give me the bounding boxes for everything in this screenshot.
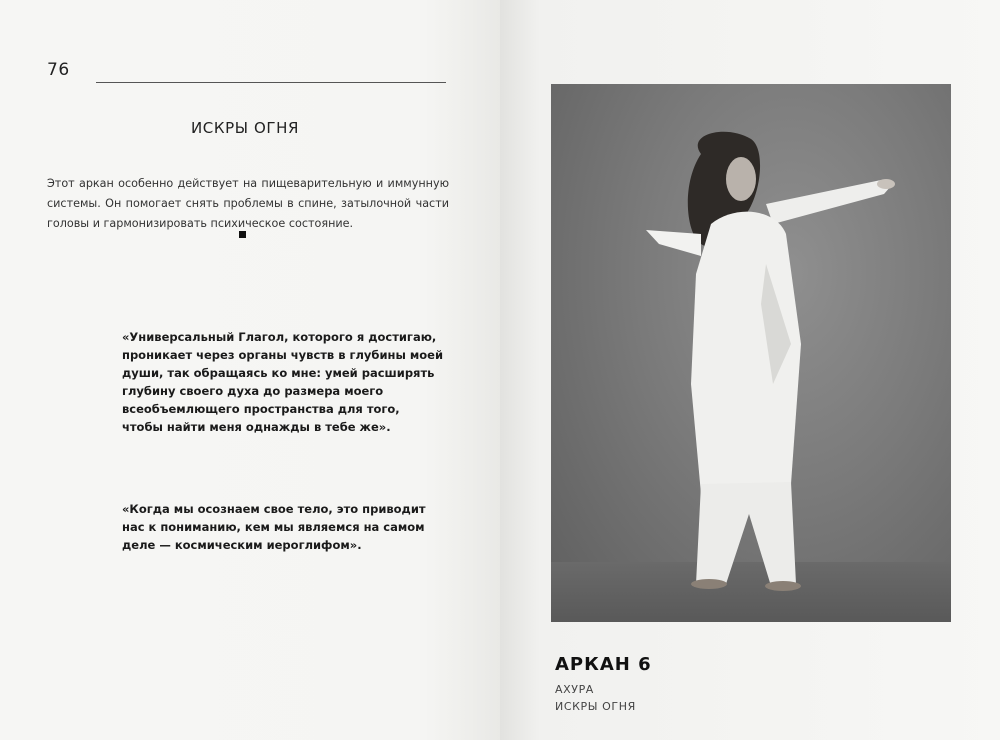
quote-line: души, так обращаясь ко мне: умей расширять <box>122 366 435 380</box>
quote-line: «Когда мы осознаем свое тело, это приводит <box>122 502 426 516</box>
quote-steiner <box>122 328 452 436</box>
quote-griffith <box>122 500 452 554</box>
quote-line: нас к пониманию, кем мы являемся на самом <box>122 520 425 534</box>
section-end-square-icon <box>239 231 246 238</box>
quote-line: «Универсальный Глагол, которого я достигаю, <box>122 330 437 344</box>
woman-in-white-figure <box>551 84 951 622</box>
arkan-caption-title: АРКАН 6 <box>555 654 652 675</box>
quote-line: деле — космическим иероглифом». <box>122 538 362 552</box>
arkan-caption-subtitle: ИСКРЫ ОГНЯ <box>555 700 636 713</box>
pose-photograph <box>551 84 951 622</box>
header-divider <box>96 82 446 83</box>
quote-line: глубину своего духа до размера моего <box>122 384 384 398</box>
section-title: ИСКРЫ ОГНЯ <box>190 119 300 137</box>
section-body-text: Этот аркан особенно действует на пищеварительную и иммунную системы. Он помогает снять проблемы в спине, затылочной части головы и гармонизировать психическое состояние. <box>47 177 449 230</box>
quote-line: всеобъемлющего пространства для того, <box>122 402 400 416</box>
page-number: 76 <box>47 60 70 80</box>
quote-line: чтобы найти меня однажды в тебе же». <box>122 420 391 434</box>
quote-line: проникает через органы чувств в глубины моей <box>122 348 444 362</box>
arkan-caption-subtitle: АХУРА <box>555 683 594 696</box>
